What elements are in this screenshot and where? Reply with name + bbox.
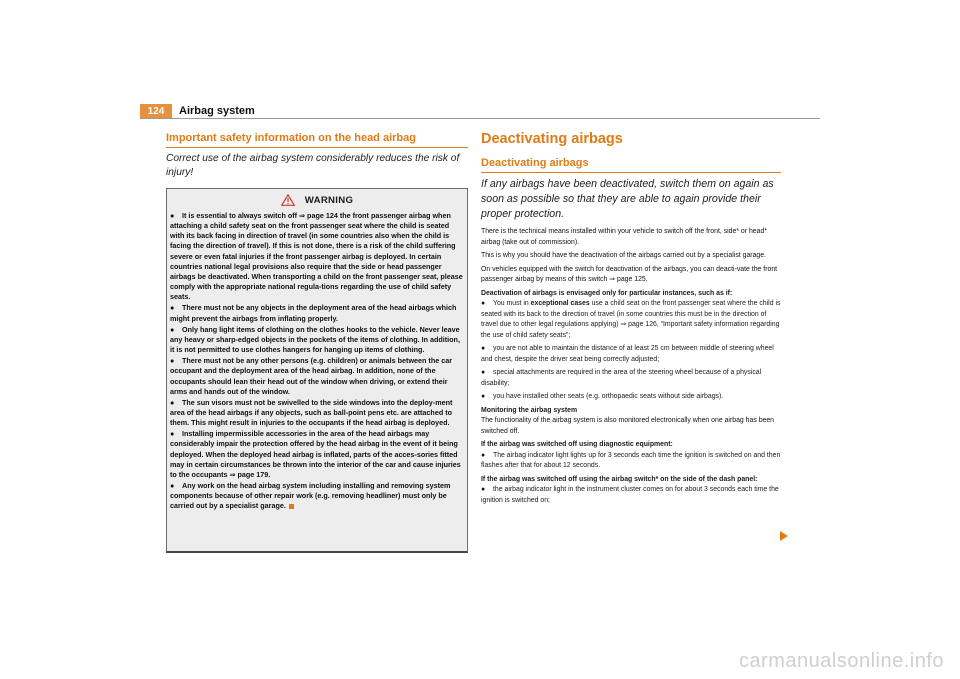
watermark: carmanualsonline.info [738, 650, 944, 672]
subheading: If the airbag was switched off using the airbag switch* on the side of the dash panel: [481, 475, 758, 483]
subheading: Deactivation of airbags is envisaged only for particular instances, such as if: [481, 289, 733, 297]
page-number: 124 [140, 104, 172, 119]
list-item: ● you have installed other seats (e.g. orthopaedic seats without side airbags). [481, 392, 781, 403]
body-paragraph: On vehicles equipped with the switch for deactivation of the airbags, you can deacti-vate the front passenger airbag by means of this switch ⇒ page 125. [481, 265, 778, 283]
warning-item: ● There must not be any other persons (e.g. children) or animals between the car occupant and the deployment area of the head airbag. In addition, none of the occupants should lean their head out of the window when driving, or extend their arms and hands out of the window. [170, 356, 452, 396]
warning-item: ● It is essential to always switch off ⇒ page 124 the front passenger airbag when attaching a child safety seat on the front passenger seat where the child is seated with its back facing in direction of travel (in some countries also when the child is facing the direction of travel). If this is not done, there is a risk of the child suffering severe or even fatal injuries if the front passenger airbag is deployed. In certain countries national legal provisions also require that the side or head passenger airbags be deactivated. When transporting a child on the front passenger seat, please comply with the appropriate national regula-tions regarding the use of child safety seats. [170, 211, 463, 302]
bullet-icon: ● [170, 397, 175, 407]
warning-label: WARNING [304, 194, 354, 206]
warning-triangle-icon [281, 194, 295, 206]
list-item: ● special attachments are required in the area of the steering wheel because of a physical disability; [481, 369, 762, 387]
warning-header [170, 194, 464, 206]
warning-box [166, 188, 468, 553]
header-rule [140, 118, 820, 119]
warning-item: ● Installing impermissible accessories in the area of the head airbags may considerably impair the protection offered by the head airbag in the event of it being deployed. When the deployed head airbag is inflated, parts of the acces-sories fitted may in certain circumstances be thrown into the interior of the car and cause injuries to the occupants ⇒ page 179. [170, 429, 461, 479]
bullet-icon: ● [170, 356, 175, 366]
body-paragraph: There is the technical means installed within your vehicle to switch off the front, side* or head* airbag (take out of commission). [481, 228, 767, 246]
warning-item: ● The sun visors must not be swivelled to the side windows into the deploy-ment area of the head airbags if any objects, such as ball-point pens etc. are attached to them. This might result in injuries to the occupants if the head airbag is deployed. [170, 397, 453, 428]
body-paragraph: This is why you should have the deactivation of the airbags carried out by a specialist garage. [481, 252, 766, 259]
list-item: ● you are not able to maintain the distance of at least 25 cm between middle of steering wheel and chest, despite the driver seat being correctly adjusted; [481, 345, 774, 363]
bullet-icon: ● [170, 481, 175, 491]
bullet-icon: ● [481, 451, 486, 459]
bullet-icon: ● [170, 211, 175, 220]
section-end-icon [289, 504, 294, 509]
list-item: ● the airbag indicator light in the instrument cluster comes on for about 3 seconds each time the ignition is switched on; [481, 486, 779, 504]
warning-item: ● There must not be any objects in the deployment area of the head airbags which might prevent the airbags from inflating properly. [170, 303, 457, 323]
left-column [166, 131, 468, 553]
section-title-head-airbag: Important safety information on the head airbag [166, 131, 468, 148]
list-item: ● The airbag indicator light lights up for 3 seconds each time the ignition is switched on and then flashes after that for about 12 seconds. [481, 451, 781, 469]
section-intro: Correct use of the airbag system considerably reduces the risk of injury! [166, 153, 460, 178]
subheading: Monitoring the airbag system [481, 406, 578, 414]
section-title-deactivating: Deactivating airbags [481, 156, 781, 173]
bullet-icon: ● [170, 429, 175, 439]
body-paragraph: The functionality of the airbag system is also monitored electronically when one airbag has been switched off. [481, 417, 775, 435]
subheading: If the airbag was switched off using diagnostic equipment: [481, 441, 673, 448]
bullet-icon: ● [170, 324, 175, 334]
bullet-icon: ● [170, 303, 175, 313]
warning-item: ● Only hang light items of clothing on the clothes hooks to the vehicle. Never leave any heavy or sharp-edged objects in the pockets of the items of clothing. In addition, it is not permitted to use clothes hangers for hanging up items of clothing. [170, 324, 460, 355]
bullet-icon: ● [481, 486, 486, 493]
bullet-icon: ● [481, 300, 486, 307]
section-intro: If any airbags have been deactivated, switch them on again as soon as possible so that they are able to again provide their proper protection. [481, 178, 774, 220]
bullet-icon: ● [481, 393, 486, 400]
bullet-icon: ● [481, 345, 486, 352]
list-item: ● You must in exceptional cases use a child seat on the front passenger seat where the child is seated with its back to the direction of travel (in some countries this must be in the direction of travel due to other legal regulations applying) ⇒ page 126, “Important safety information regarding the use of child safety seats”; [481, 300, 781, 339]
chapter-title: Deactivating airbags [481, 131, 623, 147]
warning-item: ● Any work on the head airbag system including installing and removing system components because of other repair work (e.g. removing headliner) must only be carried out by a specialist garage. [170, 481, 451, 511]
running-title: Airbag system [179, 105, 255, 117]
continue-arrow-icon [780, 531, 788, 541]
right-column [481, 131, 781, 509]
bullet-icon: ● [481, 369, 486, 376]
